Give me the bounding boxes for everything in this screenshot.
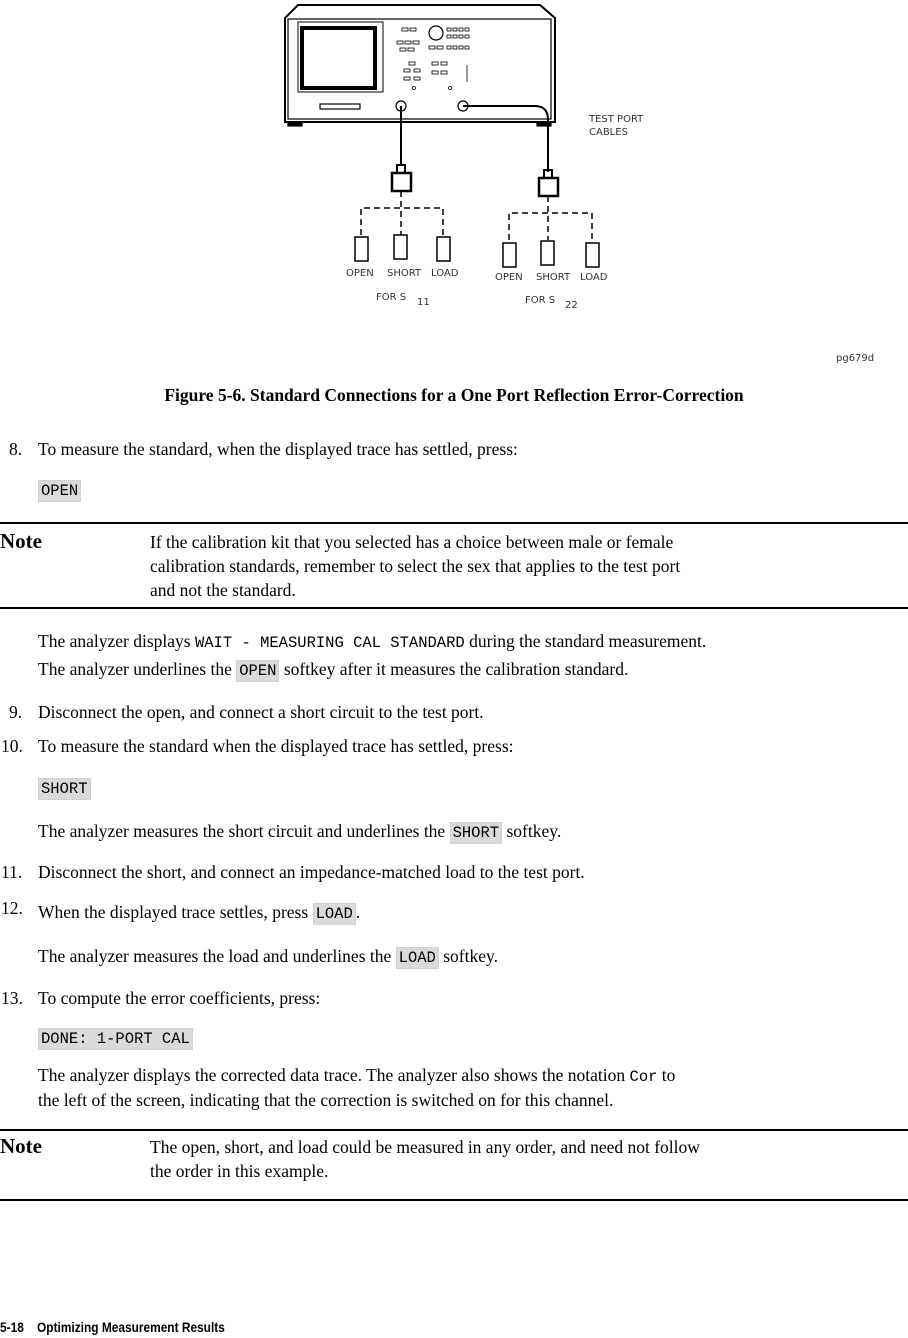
step-text: Disconnect the short, and connect an impedance-matched load to the test port. xyxy=(38,862,585,882)
label-for-s11: FOR S xyxy=(376,292,407,303)
label-load-s22: LOAD xyxy=(580,272,608,283)
paragraph: the left of the screen, indicating that the correction is switched on for this channel. xyxy=(38,1090,614,1110)
step-number: 10. xyxy=(1,736,23,756)
label-cables: CABLES xyxy=(589,127,628,138)
page-footer: 5-18 Optimizing Measurement Results xyxy=(0,1319,225,1335)
softkey-open[interactable]: OPEN xyxy=(236,660,279,682)
divider xyxy=(0,1199,908,1201)
softkey-open[interactable]: OPEN xyxy=(38,480,81,502)
softkey-load[interactable]: LOAD xyxy=(396,947,439,969)
label-s22-sub: 22 xyxy=(565,300,578,311)
note-line: calibration standards, remember to select the sex that applies to the test port xyxy=(150,556,681,576)
figure-caption: Figure 5-6. Standard Connections for a One Port Reflection Error-Correction xyxy=(164,385,744,405)
softkey-load[interactable]: LOAD xyxy=(313,903,356,925)
note-label: Note xyxy=(0,1134,42,1158)
note-line: and not the standard. xyxy=(150,580,296,600)
step-number: 12. xyxy=(1,898,23,918)
label-for-s22: FOR S xyxy=(525,295,556,306)
label-load-s11: LOAD xyxy=(431,268,459,279)
label-s11-sub: 11 xyxy=(417,297,430,308)
divider xyxy=(0,522,908,524)
step-text: To measure the standard when the displayed trace has settled, press: xyxy=(38,736,514,756)
step-number: 9. xyxy=(9,702,23,722)
paragraph: The analyzer measures the load and underlines the LOAD softkey. xyxy=(38,946,498,967)
softkey-short[interactable]: SHORT xyxy=(450,822,503,844)
status-message: WAIT - MEASURING CAL STANDARD xyxy=(194,634,465,652)
label-test-port: TEST PORT xyxy=(589,114,644,125)
paragraph: The analyzer displays WAIT - MEASURING CAL STANDARD during the standard measurement. xyxy=(38,631,707,652)
paragraph: The analyzer measures the short circuit and underlines the SHORT softkey. xyxy=(38,821,562,842)
note-line: The open, short, and load could be measured in any order, and need not follow xyxy=(150,1137,700,1157)
label-open-s22: OPEN xyxy=(495,272,523,283)
standard-connections-figure xyxy=(0,0,908,370)
figure-code: pg679d xyxy=(836,353,875,364)
label-open-s11: OPEN xyxy=(346,268,374,279)
step-text: When the displayed trace settles, press LOAD . xyxy=(38,902,361,923)
label-short-s11: SHORT xyxy=(387,268,422,279)
softkey-short[interactable]: SHORT xyxy=(38,778,91,800)
softkey-done-1-port-cal[interactable]: DONE: 1-PORT CAL xyxy=(38,1028,193,1050)
divider xyxy=(0,607,908,609)
label-short-s22: SHORT xyxy=(536,272,571,283)
step-number: 8. xyxy=(9,439,23,459)
step-text: To measure the standard, when the displayed trace has settled, press: xyxy=(38,439,518,459)
note-line: the order in this example. xyxy=(150,1161,329,1181)
paragraph: The analyzer underlines the OPEN softkey after it measures the calibration standard. xyxy=(38,659,629,680)
divider xyxy=(0,1129,908,1131)
cor-notation: Cor xyxy=(629,1068,658,1086)
step-text: Disconnect the open, and connect a short circuit to the test port. xyxy=(38,702,484,722)
step-number: 11. xyxy=(1,862,23,882)
note-line: If the calibration kit that you selected has a choice between male or female xyxy=(150,532,674,552)
step-number: 13. xyxy=(1,988,23,1008)
paragraph: The analyzer displays the corrected data trace. The analyzer also shows the notation Cor to xyxy=(38,1065,676,1086)
step-text: To compute the error coefficients, press: xyxy=(38,988,321,1008)
note-label: Note xyxy=(0,529,42,553)
